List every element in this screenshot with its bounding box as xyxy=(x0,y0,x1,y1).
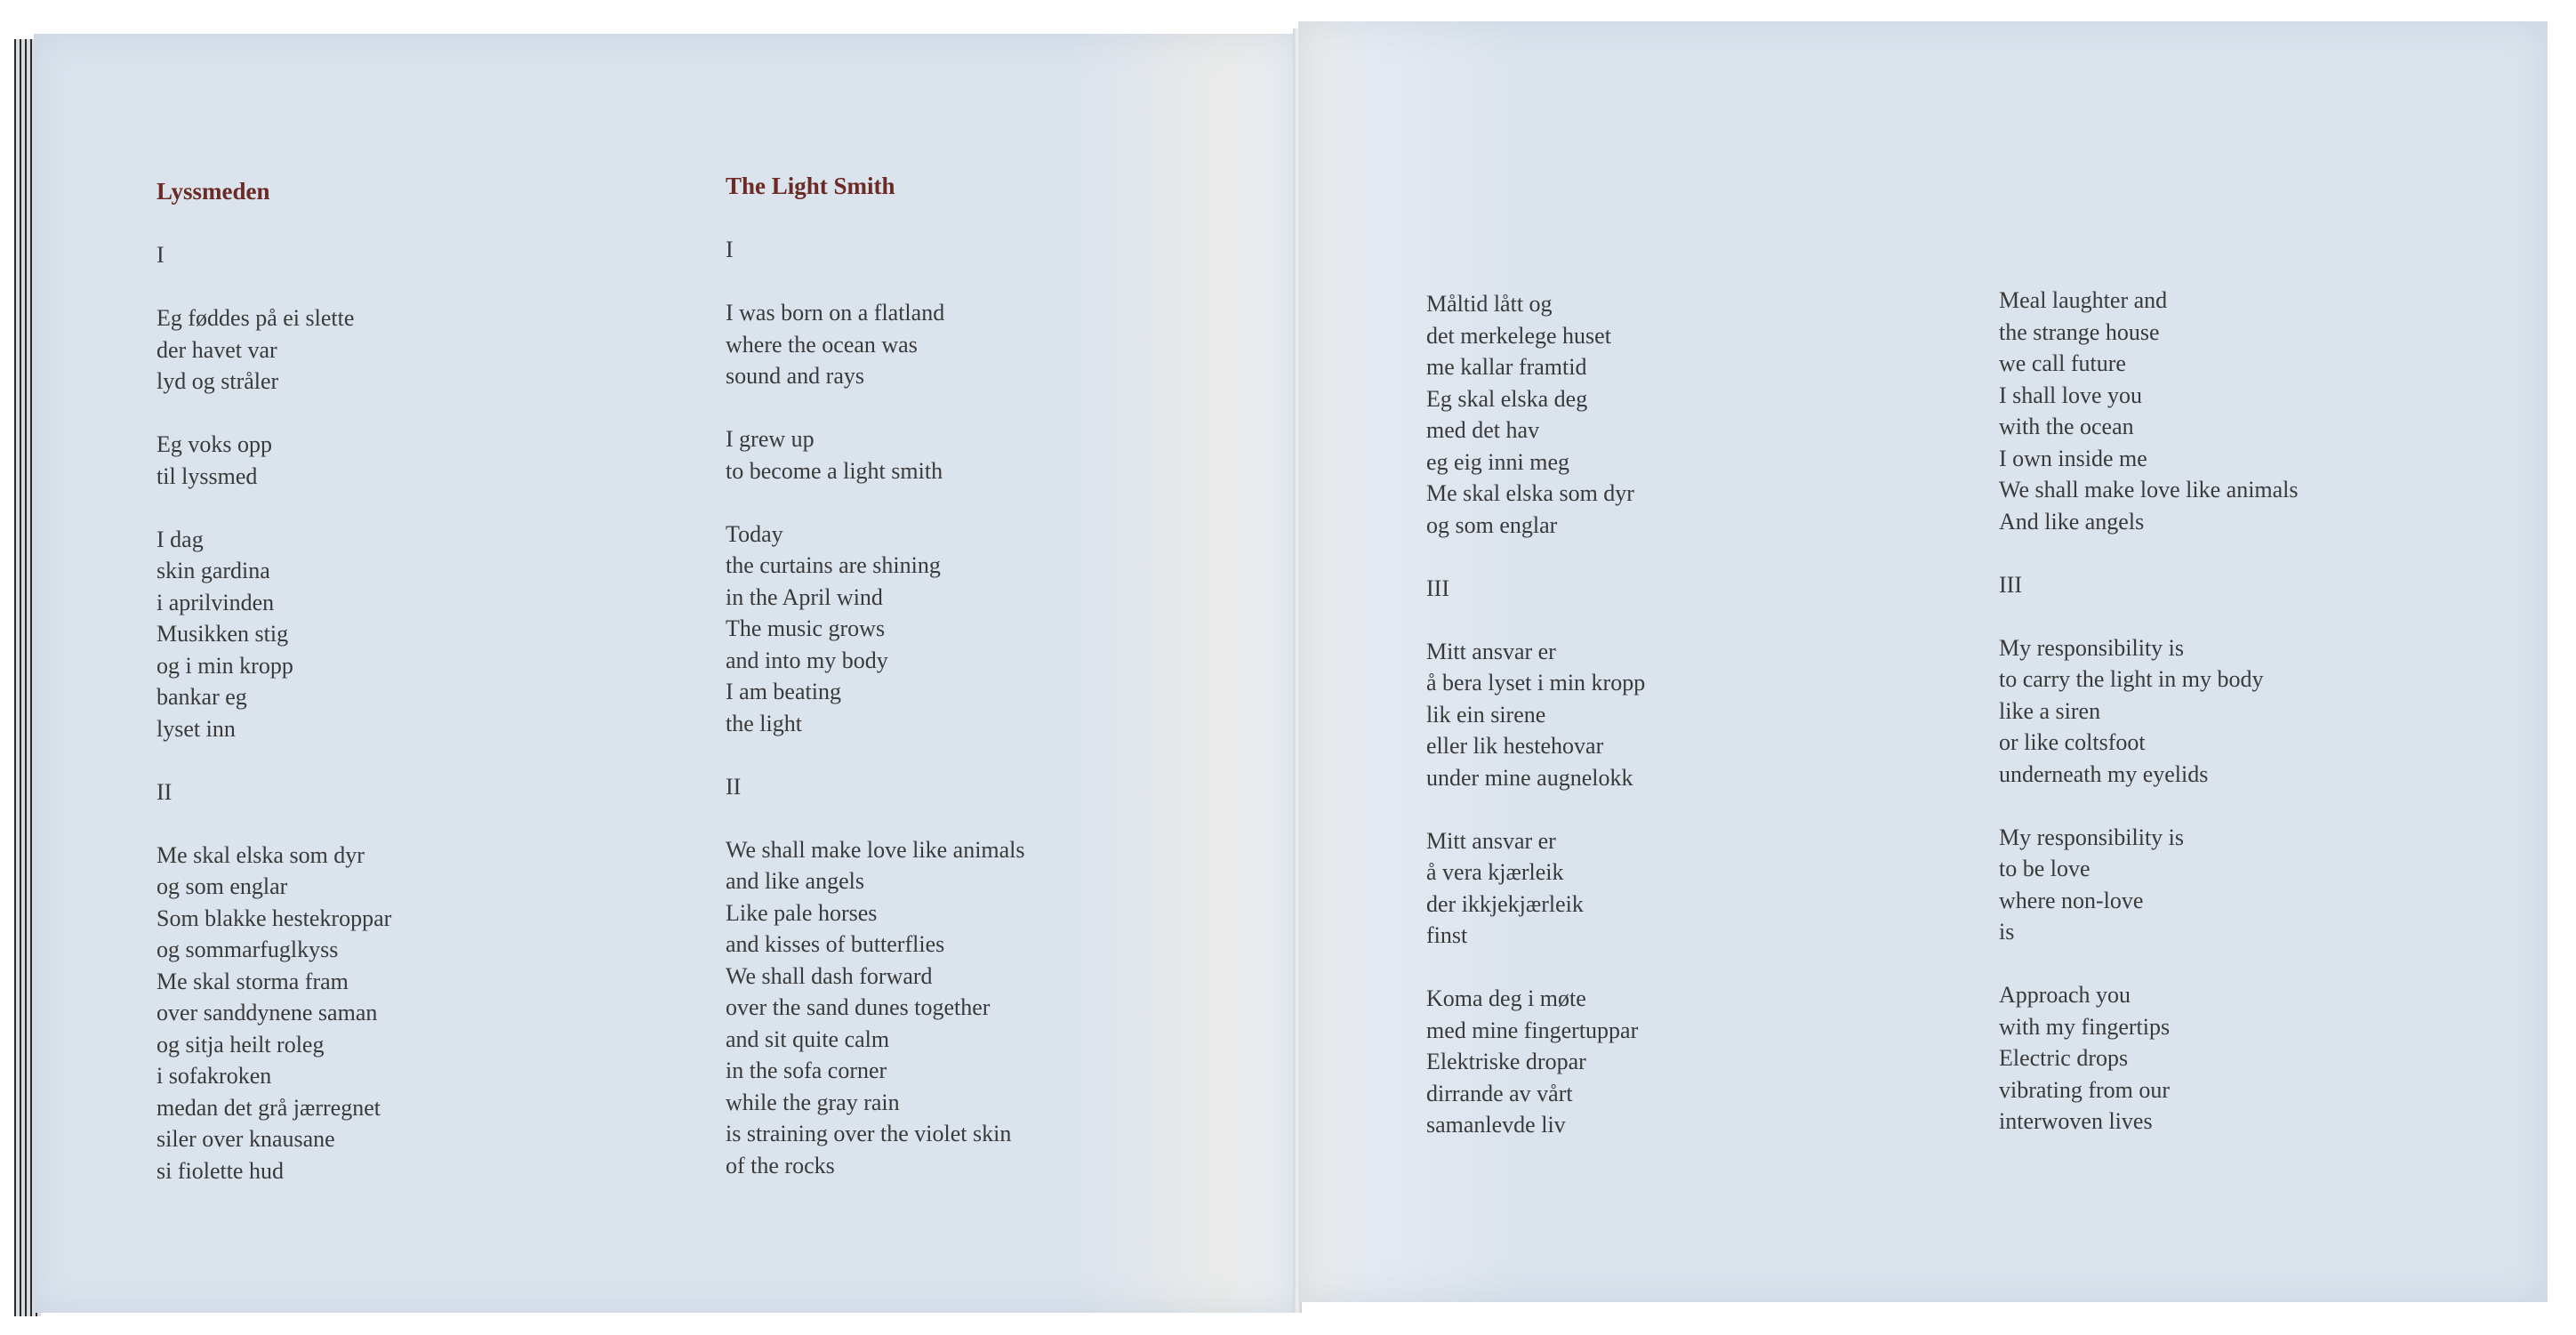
poem-line: lyd og stråler xyxy=(156,368,279,394)
poem-line: I dag xyxy=(156,526,204,552)
stanza-break xyxy=(1426,793,1645,825)
poem-line: Me skal storma fram xyxy=(156,968,349,994)
poem-line: i aprilvinden xyxy=(156,589,275,615)
poem-line: me kallar framtid xyxy=(1426,354,1587,380)
poem-line: medan det grå jærregnet xyxy=(156,1094,381,1121)
stanza-break xyxy=(726,739,1025,771)
poem-line: in the April wind xyxy=(726,583,883,610)
stanza-break xyxy=(1426,604,1645,636)
poem-line: Approach you xyxy=(1999,982,2131,1008)
poem-line: of the rocks xyxy=(726,1152,835,1178)
stanza-break xyxy=(726,266,1025,298)
poem-line: And like angels xyxy=(1999,508,2145,535)
poem-line: to carry the light in my body xyxy=(1999,666,2264,692)
english-poem-column xyxy=(726,171,1025,1181)
poem-line: og sitja heilt roleg xyxy=(156,1031,325,1058)
poem-line: like a siren xyxy=(1999,697,2101,724)
poem-line: and like angels xyxy=(726,868,864,894)
poem-line: The music grows xyxy=(726,615,886,641)
norwegian-poem-column xyxy=(156,176,391,1186)
poem-line: og som englar xyxy=(1426,511,1558,538)
stanza-break xyxy=(1426,952,1645,984)
poem-title-english: The Light Smith xyxy=(726,173,895,199)
poem-line: I grew up xyxy=(726,426,815,452)
norwegian-poem-continued-column xyxy=(1426,288,1645,1141)
stanza-break xyxy=(156,208,391,240)
stanza-break xyxy=(1999,537,2299,569)
poem-line: Musikken stig xyxy=(156,621,289,647)
poem-line: Me skal elska som dyr xyxy=(156,841,365,868)
poem-line: eg eig inni meg xyxy=(1426,448,1570,475)
poem-line: med det hav xyxy=(1426,417,1540,443)
poem-line: over the sand dunes together xyxy=(726,994,991,1020)
poem-line: Eg voks opp xyxy=(156,431,272,457)
poem-line: We shall dash forward xyxy=(726,962,933,989)
poem-line: lyset inn xyxy=(156,715,236,742)
poem-line: the strange house xyxy=(1999,318,2160,345)
poem-line: Eg skal elska deg xyxy=(1426,385,1588,412)
poem-line: over sanddynene saman xyxy=(156,1000,378,1025)
stanza-break xyxy=(726,392,1025,424)
poem-line: My responsibility is xyxy=(1999,824,2185,850)
poem-line: der havet var xyxy=(156,336,277,363)
poem-line: til lyssmed xyxy=(156,462,258,489)
poem-line: å vera kjærleik xyxy=(1426,859,1564,885)
poem-line: and kisses of butterflies xyxy=(726,931,945,957)
stanza-break xyxy=(1999,790,2299,822)
poem-line: si fiolette hud xyxy=(156,1157,284,1184)
poem-line: Koma deg i møte xyxy=(1426,985,1586,1011)
poem-line: in the sofa corner xyxy=(726,1058,887,1083)
poem-line: is xyxy=(1999,919,2015,945)
poem-line: Som blakke hestekroppar xyxy=(156,905,392,931)
poem-line: i sofakroken xyxy=(156,1063,272,1089)
poem-line: where the ocean was xyxy=(726,331,918,358)
right-page xyxy=(1298,21,2548,1302)
poem-line: We shall make love like animals xyxy=(726,836,1025,863)
poem-line: I was born on a flatland xyxy=(726,300,945,326)
stanza-break xyxy=(1999,600,2299,632)
poem-line: og som englar xyxy=(156,873,288,899)
left-page xyxy=(34,34,1300,1313)
poem-line: å bera lyset i min kropp xyxy=(1426,670,1646,696)
poem-line: I xyxy=(156,242,165,268)
poem-line: with my fingertips xyxy=(1999,1013,2171,1040)
poem-line: finst xyxy=(1426,922,1468,948)
poem-line: to be love xyxy=(1999,856,2090,881)
stanza-break xyxy=(1426,541,1645,573)
poem-line: We shall make love like animals xyxy=(1999,477,2299,503)
poem-line: interwoven lives xyxy=(1999,1108,2153,1134)
poem-line: Mitt ansvar er xyxy=(1426,827,1556,854)
poem-line: the light xyxy=(726,710,802,736)
poem-line: dirrande av vårt xyxy=(1426,1080,1573,1106)
poem-line: underneath my eyelids xyxy=(1999,760,2209,787)
stanza-break xyxy=(726,487,1025,519)
stanza-break xyxy=(156,744,391,776)
poem-line: I am beating xyxy=(726,679,841,704)
stanza-break xyxy=(156,398,391,430)
poem-line: under mine augnelokk xyxy=(1426,764,1633,791)
english-poem-continued-column xyxy=(1999,285,2299,1138)
poem-line: II xyxy=(156,778,173,805)
poem-line: og sommarfuglkyss xyxy=(156,937,339,962)
poem-line: II xyxy=(726,773,742,800)
poem-line: I own inside me xyxy=(1999,445,2147,471)
stanza-break xyxy=(156,808,391,840)
poem-line: Me skal elska som dyr xyxy=(1426,480,1634,506)
stanza-break xyxy=(726,203,1025,235)
poem-line: Elektriske dropar xyxy=(1426,1049,1586,1074)
poem-line: bankar eg xyxy=(156,684,247,710)
poem-line: I xyxy=(726,237,734,262)
poem-line: with the ocean xyxy=(1999,414,2134,439)
poem-line: det merkelege huset xyxy=(1426,322,1611,349)
poem-line: I shall love you xyxy=(1999,382,2143,408)
poem-line: to become a light smith xyxy=(726,457,943,484)
poem-line: eller lik hestehovar xyxy=(1426,733,1604,759)
poem-line: while the gray rain xyxy=(726,1089,900,1115)
poem-line: the curtains are shining xyxy=(726,552,941,578)
poem-line: og i min kropp xyxy=(156,652,293,679)
poem-line: Like pale horses xyxy=(726,899,878,926)
poem-line: vibrating from our xyxy=(1999,1076,2171,1103)
stanza-break xyxy=(156,271,391,303)
poem-line: sound and rays xyxy=(726,363,864,389)
poem-line: med mine fingertuppar xyxy=(1426,1017,1639,1043)
poem-line: samanlevde liv xyxy=(1426,1112,1566,1138)
poem-title-norwegian: Lyssmeden xyxy=(156,178,270,205)
poem-line: and into my body xyxy=(726,647,888,673)
poem-line: Today xyxy=(726,520,783,547)
poem-line: lik ein sirene xyxy=(1426,701,1546,728)
stanza-break xyxy=(1999,948,2299,980)
poem-line: is straining over the violet skin xyxy=(726,1121,1012,1146)
poem-line: Electric drops xyxy=(1999,1045,2129,1071)
poem-line: siler over knausane xyxy=(156,1126,335,1152)
poem-line: der ikkjekjærleik xyxy=(1426,890,1584,917)
poem-line: skin gardina xyxy=(156,558,270,583)
poem-line: or like coltsfoot xyxy=(1999,729,2146,755)
poem-line: Eg føddes på ei slette xyxy=(156,305,355,331)
poem-line: III xyxy=(1999,571,2022,598)
poem-line: Meal laughter and xyxy=(1999,287,2168,313)
poem-line: III xyxy=(1426,575,1449,601)
poem-line: My responsibility is xyxy=(1999,634,2185,661)
stanza-break xyxy=(156,492,391,524)
poem-line: Mitt ansvar er xyxy=(1426,638,1556,664)
stanza-break xyxy=(726,802,1025,834)
poem-line: where non-love xyxy=(1999,887,2144,913)
poem-line: and sit quite calm xyxy=(726,1025,890,1052)
poem-line: we call future xyxy=(1999,350,2126,376)
poem-line: Måltid lått og xyxy=(1426,291,1553,317)
